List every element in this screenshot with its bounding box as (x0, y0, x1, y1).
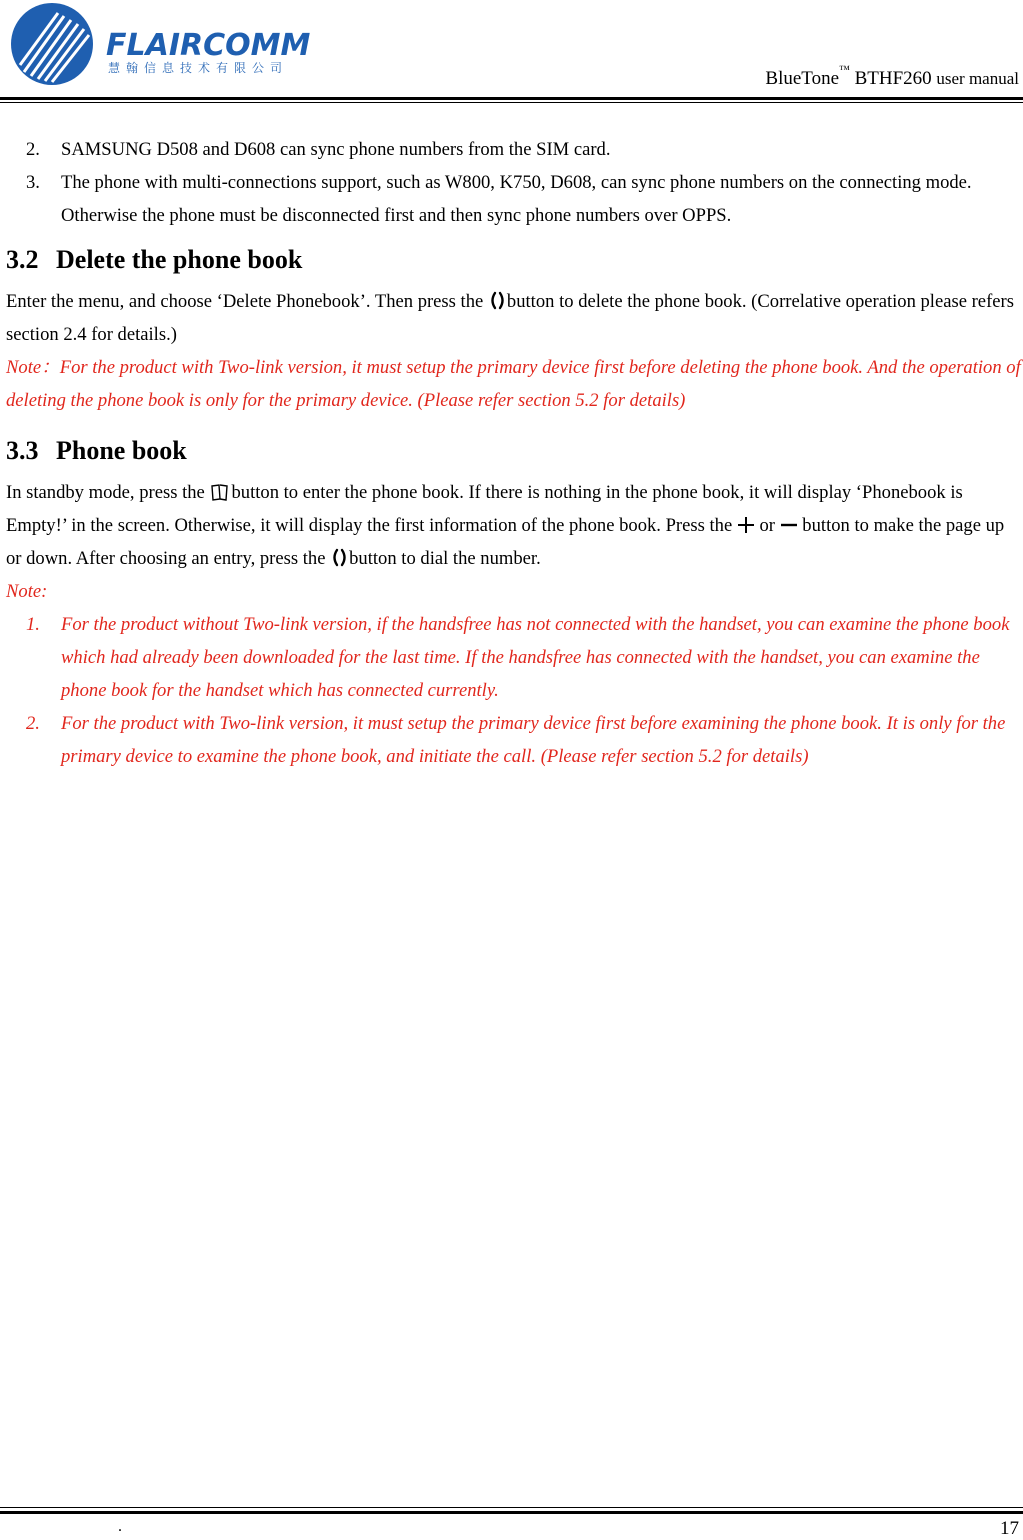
paragraph-text: In standby mode, press the (6, 482, 210, 503)
company-logo (8, 2, 318, 86)
list-item (6, 707, 1021, 773)
list-item (6, 166, 1021, 232)
list-text: SAMSUNG D508 and D608 can sync phone numbers from the SIM card. (61, 139, 611, 160)
paragraph-text: button to delete the phone book. (Correlative operation please refers section 2.4 for details.) (6, 291, 1014, 345)
section-3-2-note: Note：For the product with Two-link version, it must setup the primary device first before deleting the phone book. And the operation of deleting the phone book is only for the primary device. (Please refer section 5.2 for details) (6, 357, 1021, 411)
talk-button-icon (330, 548, 349, 567)
section-number: 3.2 (6, 245, 39, 274)
header-rule-thick (0, 97, 1023, 100)
logo-chinese-name: 慧翰信息技术有限公司 (108, 61, 289, 75)
doc-title-model: BTHF260 (849, 68, 937, 89)
list-item (6, 608, 1021, 707)
footer-rule-thin (0, 1507, 1023, 1508)
minus-button-icon (780, 516, 798, 534)
section-title: Phone book (56, 436, 187, 465)
list-text: The phone with multi-connections support, such as W800, K750, D608, can sync phone numbers on the connecting mode. Otherwise the phone must be disconnected first and then sync phone numbers over OPPS. (61, 172, 972, 226)
logo-wordmark: FLAIRCOMM (106, 28, 311, 63)
list-number: 2. (26, 713, 40, 734)
list-text: For the product with Two-link version, it must setup the primary device first before examining the phone book. It is only for the primary device to examine the phone book, and initiate the call. (Please refer section 5.2 for details) (61, 713, 1006, 767)
paragraph-text: button to make the page up or down. After choosing an entry, press the (6, 515, 1005, 569)
paragraph-text: button to enter the phone book. If there is nothing in the phone book, it will display ‘Phonebook is Empty!’ in the screen. Otherwise, it will display the first information of the phone book. Press the (6, 482, 963, 536)
note-label: Note: (6, 581, 48, 602)
paragraph-text: button to dial the number. (349, 548, 541, 569)
section-heading-3-2 (6, 240, 1021, 280)
list-number: 3. (26, 172, 40, 193)
doc-title-suffix: user manual (936, 69, 1019, 88)
logo-globe-icon (8, 2, 100, 86)
list-number: 2. (26, 139, 40, 160)
section-title: Delete the phone book (56, 245, 303, 274)
list-text: For the product without Two-link version, if the handsfree has not connected with the handset, you can examine the phone book which had already been downloaded for the last time. If the handsfree has connected with the handset, you can examine the phone book for the handset which has connected currently. (61, 614, 1010, 701)
page-header (0, 0, 1023, 106)
header-rule-thin (0, 102, 1023, 103)
phonebook-button-icon (209, 483, 231, 501)
footer-mark: . (118, 1518, 122, 1535)
section-3-3-paragraph (6, 476, 1021, 575)
doc-title-product: BlueTone (765, 68, 840, 89)
section-heading-3-3 (6, 431, 1021, 471)
footer-rule-thick (0, 1511, 1023, 1514)
section-3-2-paragraph (6, 285, 1021, 351)
list-number: 1. (26, 614, 40, 635)
talk-button-icon (488, 291, 507, 310)
paragraph-text: Enter the menu, and choose ‘Delete Phonebook’. Then press the (6, 291, 488, 312)
document-title (765, 64, 1019, 90)
list-item (6, 133, 1021, 166)
doc-title-tm: ™ (839, 64, 850, 76)
section-number: 3.3 (6, 436, 39, 465)
page-number: 17 (1000, 1518, 1019, 1539)
plus-button-icon (737, 516, 755, 534)
page-body (6, 133, 1021, 773)
paragraph-text: or (754, 515, 780, 536)
